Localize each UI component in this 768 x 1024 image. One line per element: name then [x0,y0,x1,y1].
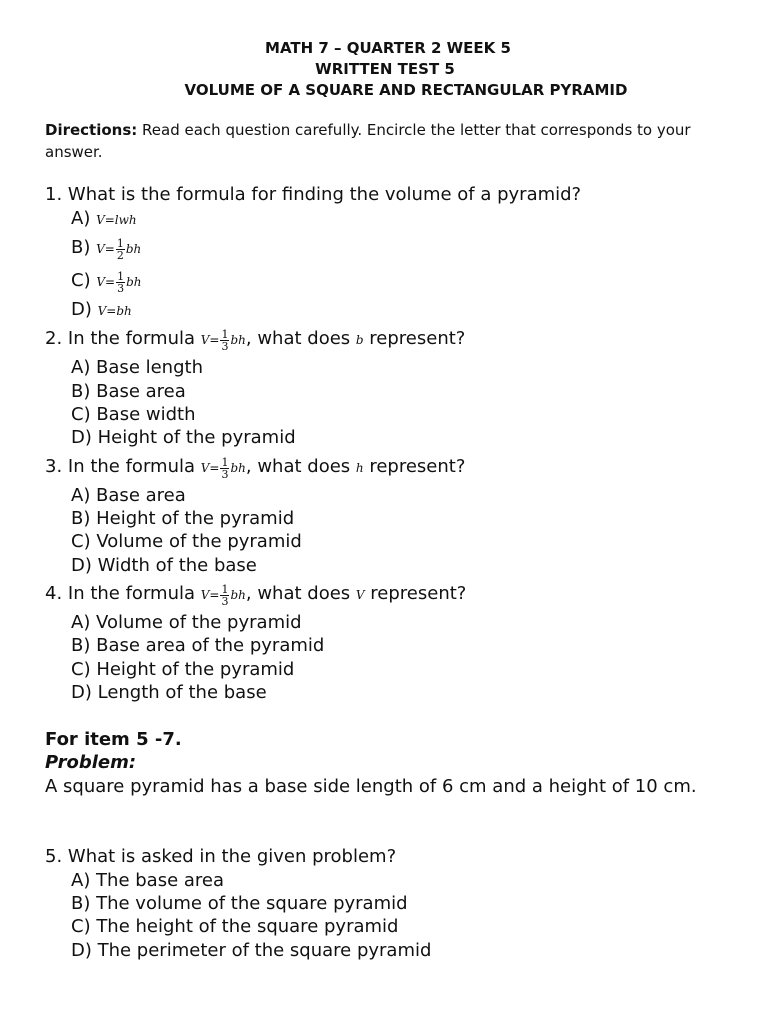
question-text: represent? [364,583,467,604]
q1-option-a[interactable] [71,207,137,232]
formula-lhs: V= [200,461,220,475]
q5-option-a[interactable]: A) The base area [71,870,225,891]
q4-option-b[interactable]: B) Base area of the pyramid [71,635,325,656]
formula [96,237,142,262]
question-4 [45,582,466,607]
variable: h [355,461,364,475]
q3-option-a[interactable]: A) Base area [71,485,186,506]
fraction-denominator: 2 [116,249,124,262]
formula: V=bh [97,304,132,318]
formula: V=lwh [96,213,137,227]
formula [200,583,246,608]
fraction [220,457,229,480]
question-5: 5. What is asked in the given problem? [45,846,397,867]
fraction-denominator: 3 [117,282,125,295]
q2-option-b[interactable]: B) Base area [71,381,186,402]
formula-rhs: bh [125,242,142,256]
q5-option-c[interactable]: C) The height of the square pyramid [71,916,399,937]
q5-option-b[interactable]: B) The volume of the square pyramid [71,893,408,914]
question-2 [45,327,465,352]
option-letter: B) [71,237,91,258]
problem-label: Problem: [45,752,137,773]
q3-option-b[interactable]: B) Height of the pyramid [71,508,295,529]
question-text: 4. In the formula [45,583,201,604]
variable: V [355,588,365,602]
formula-lhs: V= [96,242,115,256]
fraction [116,238,125,261]
q3-option-d[interactable]: D) Width of the base [71,555,257,576]
fraction-denominator: 3 [221,340,229,353]
header-subtitle: WRITTEN TEST 5 [315,60,455,78]
q4-option-d[interactable]: D) Length of the base [71,682,267,703]
fraction [220,584,229,607]
option-letter: A) [71,208,91,229]
fraction-denominator: 3 [221,595,229,608]
q5-option-d[interactable]: D) The perimeter of the square pyramid [71,940,432,961]
q2-option-d[interactable]: D) Height of the pyramid [71,427,296,448]
fraction-numerator: 1 [221,328,229,341]
question-1: 1. What is the formula for finding the volume of a pyramid? [45,184,582,205]
question-text: , what does [245,583,356,604]
fraction-numerator: 1 [221,583,229,596]
formula-rhs: bh [230,461,246,475]
question-text: represent? [363,328,466,349]
formula-lhs: V= [200,333,220,347]
question-3 [45,455,465,480]
question-text: , what does [245,328,356,349]
items-heading: For item 5 -7. [45,729,182,750]
question-text: 3. In the formula [45,456,201,477]
formula-lhs: V= [96,275,116,289]
directions-label: Directions: [45,121,138,139]
fraction-numerator: 1 [117,270,125,283]
q4-option-a[interactable]: A) Volume of the pyramid [71,612,302,633]
problem-text: A square pyramid has a base side length of 6 cm and a height of 10 cm. [45,776,697,797]
question-text: represent? [363,456,466,477]
option-letter: D) [71,299,92,320]
q4-option-c[interactable]: C) Height of the pyramid [71,659,295,680]
variable: b [355,333,364,347]
q1-option-d[interactable] [71,298,132,323]
fraction-denominator: 3 [221,468,229,481]
fraction-numerator: 1 [116,237,124,250]
header-topic: VOLUME OF A SQUARE AND RECTANGULAR PYRAMID [184,81,628,99]
question-text: 2. In the formula [45,328,201,349]
q2-option-c[interactable]: C) Base width [71,404,196,425]
formula [96,270,142,295]
directions-text: Read each question carefully. Encircle the letter that corresponds to your answer. [45,121,691,161]
directions [45,119,695,163]
formula-rhs: bh [230,333,246,347]
q3-option-c[interactable]: C) Volume of the pyramid [71,531,302,552]
fraction-numerator: 1 [221,456,229,469]
q1-option-c[interactable] [71,269,141,294]
formula [200,328,246,353]
option-letter: C) [71,270,91,291]
header-title: MATH 7 – QUARTER 2 WEEK 5 [265,39,511,57]
question-text: , what does [245,456,356,477]
q1-option-b[interactable] [71,236,141,261]
q2-option-a[interactable]: A) Base length [71,357,203,378]
formula [200,456,246,481]
formula-rhs: bh [126,275,142,289]
formula-rhs: bh [230,588,246,602]
fraction [116,271,125,294]
formula-lhs: V= [200,588,220,602]
fraction [220,329,229,352]
